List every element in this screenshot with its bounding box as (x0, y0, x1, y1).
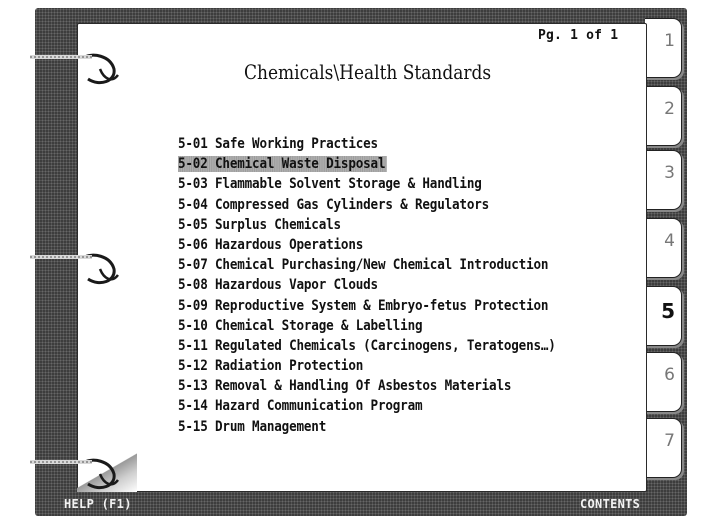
tab-7[interactable] (645, 418, 682, 478)
topic-label: 5-07 Chemical Purchasing/New Chemical Introduction (178, 257, 549, 274)
topic-label: 5-11 Regulated Chemicals (Carcinogens, Teratogens…) (178, 337, 556, 354)
tab-1[interactable] (645, 18, 682, 78)
binder-ring-icon (30, 235, 125, 295)
topic-label: 5-09 Reproductive System & Embryo-fetus Protection (178, 297, 549, 314)
topic-item-5-06[interactable] (178, 235, 556, 255)
tab-label: 4 (664, 231, 675, 251)
topic-list (178, 134, 598, 437)
tab-2[interactable] (645, 86, 682, 146)
topic-label: 5-14 Hazard Communication Program (178, 398, 423, 415)
topic-label: 5-04 Compressed Gas Cylinders & Regulators (178, 196, 490, 213)
topic-item-5-02[interactable] (178, 154, 556, 174)
topic-item-5-07[interactable] (178, 255, 556, 275)
page-number: Pg. 1 of 1 (538, 28, 619, 43)
tab-4[interactable] (645, 218, 682, 278)
topic-label: 5-01 Safe Working Practices (178, 136, 378, 152)
topic-item-5-03[interactable] (178, 174, 556, 194)
tab-5[interactable] (645, 286, 682, 346)
tab-3[interactable] (645, 150, 682, 210)
topic-item-5-09[interactable] (178, 296, 556, 316)
topic-label: 5-06 Hazardous Operations (178, 236, 364, 253)
tab-label: 6 (664, 365, 675, 385)
topic-item-5-10[interactable] (178, 316, 556, 336)
tab-label: 1 (664, 31, 675, 51)
topic-label: 5-02 Chemical Waste Disposal (178, 156, 386, 173)
topic-item-5-13[interactable] (178, 376, 556, 396)
tab-6[interactable] (645, 352, 682, 412)
binder-ring-icon (30, 35, 125, 95)
tab-label: 2 (664, 99, 675, 119)
topic-label: 5-08 Hazardous Vapor Clouds (178, 277, 378, 294)
tab-label: 5 (661, 299, 675, 323)
topic-item-5-11[interactable] (178, 336, 556, 356)
contents-button[interactable]: CONTENTS (580, 497, 641, 511)
topic-label: 5-10 Chemical Storage & Labelling (178, 317, 423, 334)
tab-label: 7 (664, 431, 675, 451)
topic-item-5-01[interactable] (178, 134, 556, 154)
topic-item-5-14[interactable] (178, 396, 556, 416)
topic-label: 5-13 Removal & Handling Of Asbestos Materials (178, 378, 512, 395)
help-button[interactable]: HELP (F1) (64, 497, 132, 511)
tab-label: 3 (664, 163, 675, 183)
topic-label: 5-03 Flammable Solvent Storage & Handling (178, 176, 482, 193)
topic-label: 5-05 Surplus Chemicals (178, 216, 341, 233)
topic-item-5-05[interactable] (178, 215, 556, 235)
binder-ring-icon (30, 440, 125, 500)
topic-item-5-08[interactable] (178, 275, 556, 295)
topic-label: 5-12 Radiation Protection (178, 358, 364, 375)
page-title: Chemicals\Health Standards (244, 60, 492, 84)
topic-item-5-04[interactable] (178, 195, 556, 215)
topic-item-5-12[interactable] (178, 356, 556, 376)
topic-item-5-15[interactable] (178, 417, 556, 437)
topic-label: 5-15 Drum Management (178, 418, 327, 435)
